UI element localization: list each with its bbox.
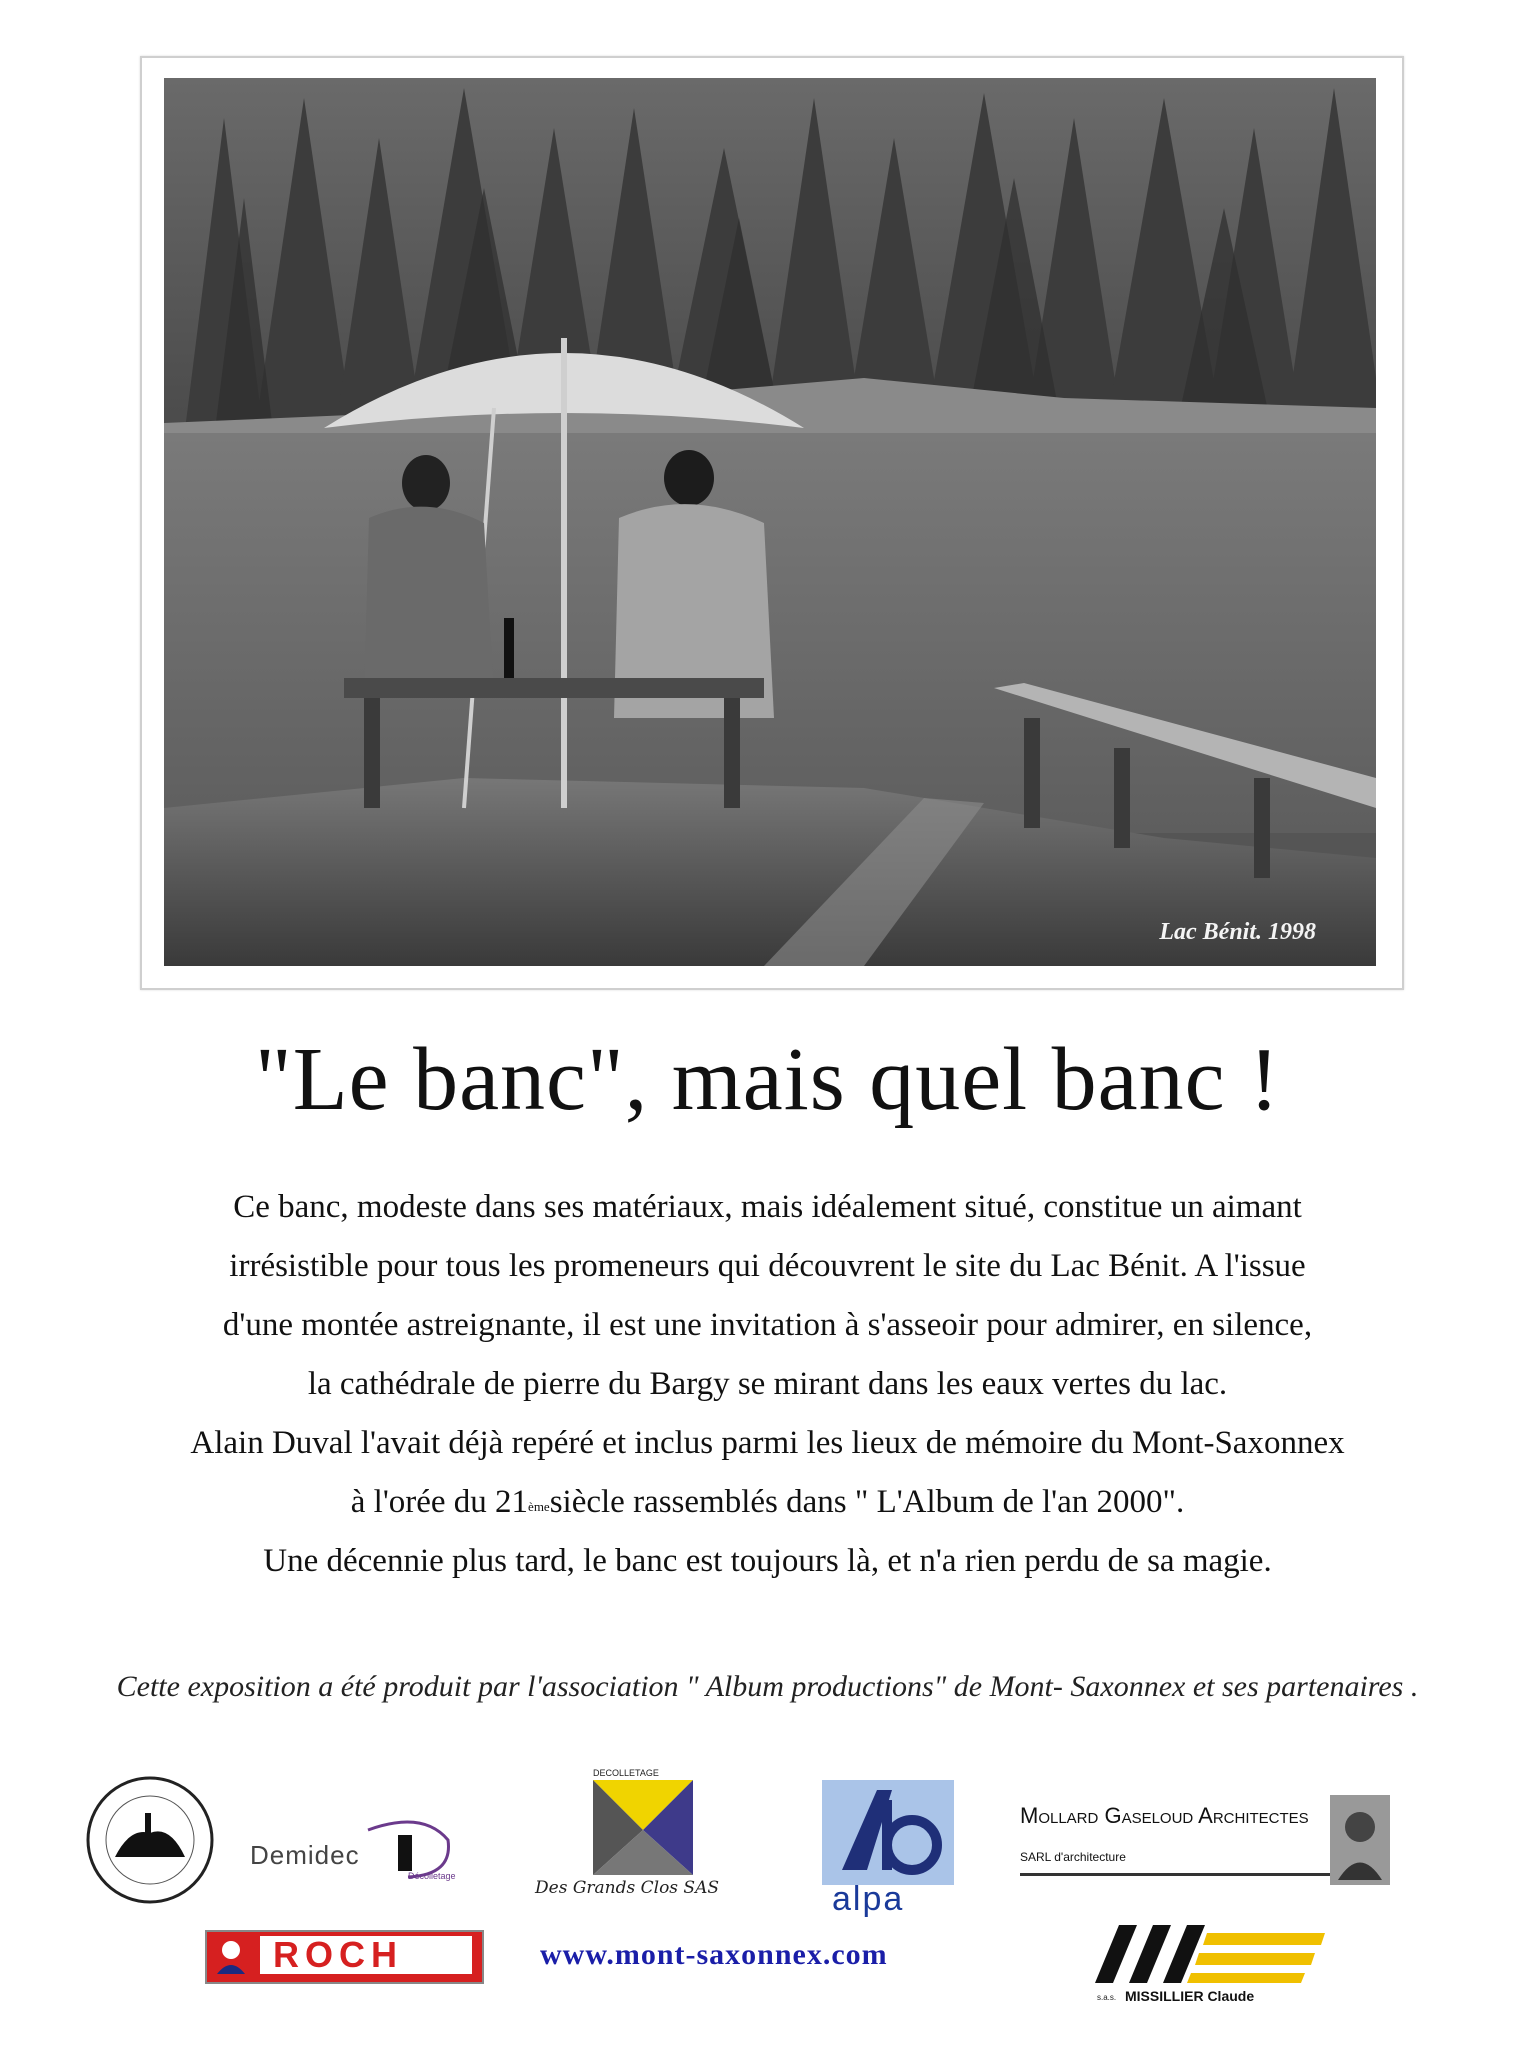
body-text	[40, 1178, 1495, 1591]
demidec-wordmark: Demidec	[250, 1840, 360, 1870]
body-line: la cathédrale de pierre du Bargy se mirant dans les eaux vertes du lac.	[307, 1366, 1228, 1402]
missillier-wordmark: MISSILLIER Claude	[1125, 1988, 1255, 2004]
worker-icon	[211, 1936, 251, 1976]
grands-clos-tagline: DECOLLETAGE	[593, 1768, 659, 1778]
body-line	[40, 1473, 1495, 1532]
mollard-wordmark: Mollard Gaseloud Architectes	[1020, 1803, 1309, 1828]
credits-line: Cette exposition a été produit par l'association " Album productions" de Mont- Saxonnex et ses partenaires .	[116, 1670, 1419, 1703]
roch-wordmark: ROCH	[273, 1934, 403, 1975]
lake-photograph	[164, 78, 1376, 966]
alpa-logo	[822, 1780, 954, 1918]
website-link[interactable]: www.mont-saxonnex.com	[540, 1938, 888, 1971]
alpa-wordmark: alpa	[832, 1880, 905, 1918]
body-line: Une décennie plus tard, le banc est toujours là, et n'a rien perdu de sa magie.	[263, 1543, 1272, 1579]
photo-caption: Lac Bénit. 1998	[1159, 919, 1316, 945]
demidec-subtitle: Décolletage	[408, 1871, 456, 1881]
body-line-part: siècle rassemblés dans " L'Album de l'an 2000".	[549, 1484, 1185, 1520]
mollard-architectes-logo	[1020, 1795, 1390, 1895]
mollard-subtitle: SARL d'architecture	[1020, 1850, 1126, 1864]
missillier-prefix: s.a.s.	[1097, 1993, 1117, 2002]
body-line: irrésistible pour tous les promeneurs qui découvrent le site du Lac Bénit. A l'issue	[229, 1248, 1306, 1284]
superscript: ème	[528, 1499, 550, 1514]
demidec-logo	[248, 1795, 458, 1885]
roch-logo	[205, 1930, 480, 1985]
divider	[1020, 1873, 1330, 1876]
body-line-part: à l'orée du 21	[350, 1484, 529, 1520]
grands-clos-logo	[535, 1768, 735, 1898]
missillier-logo	[1095, 1925, 1325, 2010]
body-line: Alain Duval l'avait déjà repéré et inclus parmi les lieux de mémoire du Mont-Saxonnex	[190, 1425, 1345, 1461]
body-line: d'une montée astreignante, il est une invitation à s'asseoir pour admirer, en silence,	[222, 1307, 1313, 1343]
lake-scene-illustration	[164, 78, 1376, 966]
body-line: Ce banc, modeste dans ses matériaux, mais idéalement situé, constitue un aimant	[233, 1189, 1302, 1225]
grands-clos-wordmark: Des Grands Clos SAS	[535, 1878, 719, 1898]
association-seal-logo	[85, 1775, 215, 1910]
headline: "Le banc", mais quel banc !	[254, 1030, 1281, 1129]
architect-portrait-icon	[1330, 1795, 1390, 1885]
